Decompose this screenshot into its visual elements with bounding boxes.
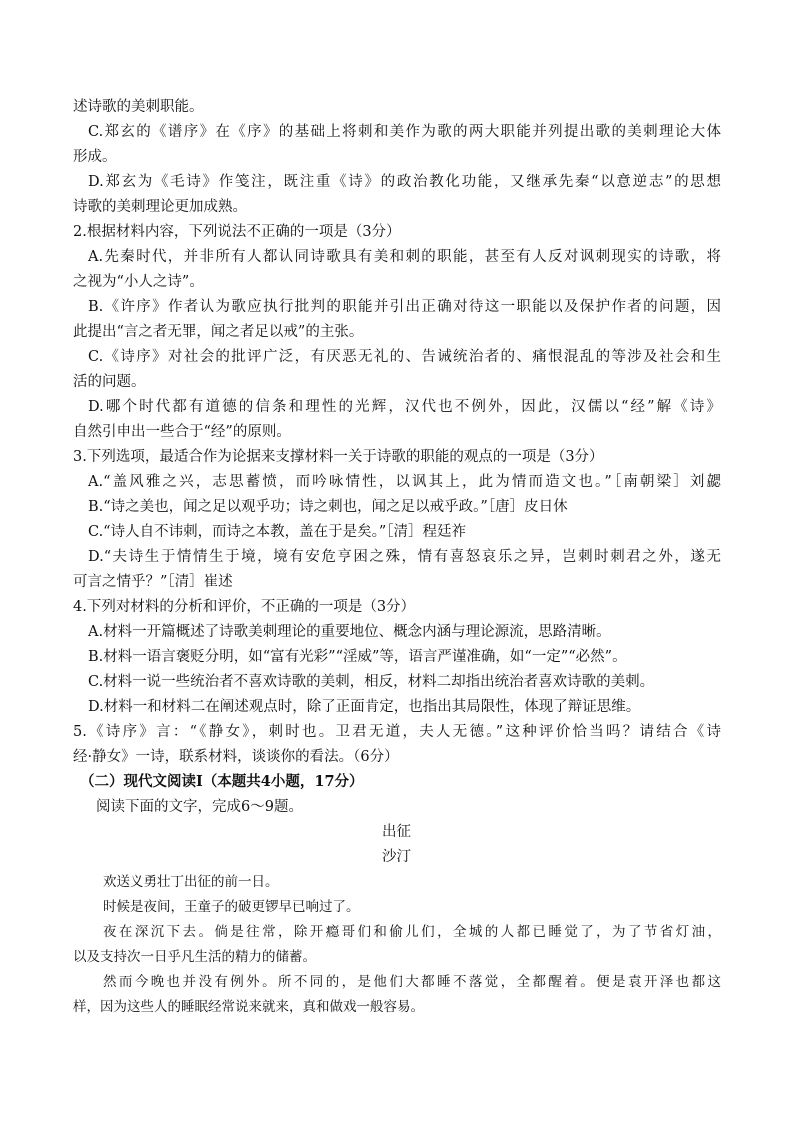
story-line: 以及支持次一日乎凡生活的精力的储蓄。 (73, 949, 316, 965)
text-line: 自然引申出一些合于“经”的原则。 (73, 424, 291, 440)
option-d-line: D.哪个时代都有道德的信条和理性的光辉，汉代也不例外，因此，汉儒以“经”解《诗》 (88, 399, 721, 415)
question-3: 3.下列选项，最适合作为论据来支撑材料一关于诗歌的职能的观点的一项是（3分） (73, 449, 604, 465)
option-d-line: D.材料一和材料二在阐述观点时，除了正面肯定，也指出其局限性，体现了辩证思维。 (88, 699, 641, 715)
text-line: 经·静女》一诗，联系材料，谈谈你的看法。（6分） (73, 749, 399, 765)
option-c-line: C.郑玄的《谱序》在《序》的基础上将刺和美作为歌的两大职能并列提出歌的美刺理论大体 (88, 124, 721, 140)
story-paragraph: 然而今晚也并没有例外。所不同的，是他们大都睡不落觉，全都醒着。便是袁开泽也都这 (103, 974, 721, 990)
option-b-line: B.材料一语言褒贬分明，如“富有光彩”“淫威”等，语言严谨准确，如“一定”“必然”。 (88, 649, 627, 665)
option-a-line: A.材料一开篇概述了诗歌美刺理论的重要地位、概念内涵与理论源流，思路清晰。 (88, 624, 611, 640)
text-line: 可言之情乎？”［清］崔述 (73, 574, 233, 590)
instruction-line: 阅读下面的文字，完成6～9题。 (96, 799, 303, 815)
text-line: 此提出“言之者无罪，闻之者足以戒”的主张。 (73, 324, 364, 340)
option-b-line: B.“诗之美也，闻之足以观乎功；诗之刺也，闻之足以戒乎政。”［唐］皮日休 (88, 499, 568, 515)
option-c-line: C.材料一说一些统治者不喜欢诗歌的美刺，相反，材料二却指出统治者喜欢诗歌的美刺。 (88, 674, 655, 690)
option-b-line: B.《许序》作者认为歌应执行批判的职能并引出正确对待这一职能以及保护作者的问题，因 (88, 299, 721, 315)
option-a-line: A.“盖风雅之兴，志思蓄愤，而吟咏情性，以讽其上，此为情而造文也。”［南朝梁］刘勰 (88, 474, 721, 490)
option-c-line: C.“诗人自不讳刺，而诗之本教，盖在于是矣。”［清］程廷祚 (88, 524, 467, 540)
story-paragraph: 夜在深沉下去。倘是往常，除开瘾哥们和偷儿们，全城的人都已睡觉了，为了节省灯油， (103, 924, 721, 940)
story-author: 沙汀 (382, 849, 411, 865)
section-heading: （二）现代文阅读Ⅰ（本题共4小题，17分） (80, 773, 364, 790)
story-title: 出征 (382, 824, 411, 840)
question-4: 4.下列对材料的分析和评价，不正确的一项是（3分） (73, 599, 416, 615)
option-d-line: D.郑玄为《毛诗》作笺注，既注重《诗》的政治教化功能，又继承先秦“以意逆志”的思想 (88, 174, 721, 190)
text-line: 形成。 (73, 149, 117, 165)
text-line: 之视为“小人之诗”。 (73, 274, 204, 290)
story-line: 样，因为这些人的睡眠经常说来就来，真和做戏一般容易。 (73, 999, 424, 1015)
question-2: 2.根据材料内容，下列说法不正确的一项是（3分） (73, 224, 401, 240)
story-paragraph: 时候是夜间，王童子的破更锣早已响过了。 (103, 899, 360, 915)
story-paragraph: 欢送义勇壮丁出征的前一日。 (103, 874, 279, 890)
question-5: 5.《诗序》言：“《静女》，刺时也。卫君无道，夫人无德。”这种评价恰当吗？请结合《诗 (73, 724, 721, 740)
option-c-line: C.《诗序》对社会的批评广泛，有厌恶无礼的、告诫统治者的、痛恨混乱的等涉及社会和生 (88, 349, 721, 365)
option-a-line: A.先秦时代，并非所有人都认同诗歌具有美和刺的职能，甚至有人反对讽刺现实的诗歌，将 (88, 249, 721, 265)
option-d-line: D.“夫诗生于情情生于境，境有安危亨困之殊，情有喜怒哀乐之异，岂刺时刺君之外，遂无 (88, 549, 721, 565)
text-line: 诗歌的美刺理论更加成熟。 (73, 199, 247, 215)
text-line: 活的问题。 (73, 374, 146, 390)
text-line: 述诗歌的美刺职能。 (73, 99, 204, 115)
